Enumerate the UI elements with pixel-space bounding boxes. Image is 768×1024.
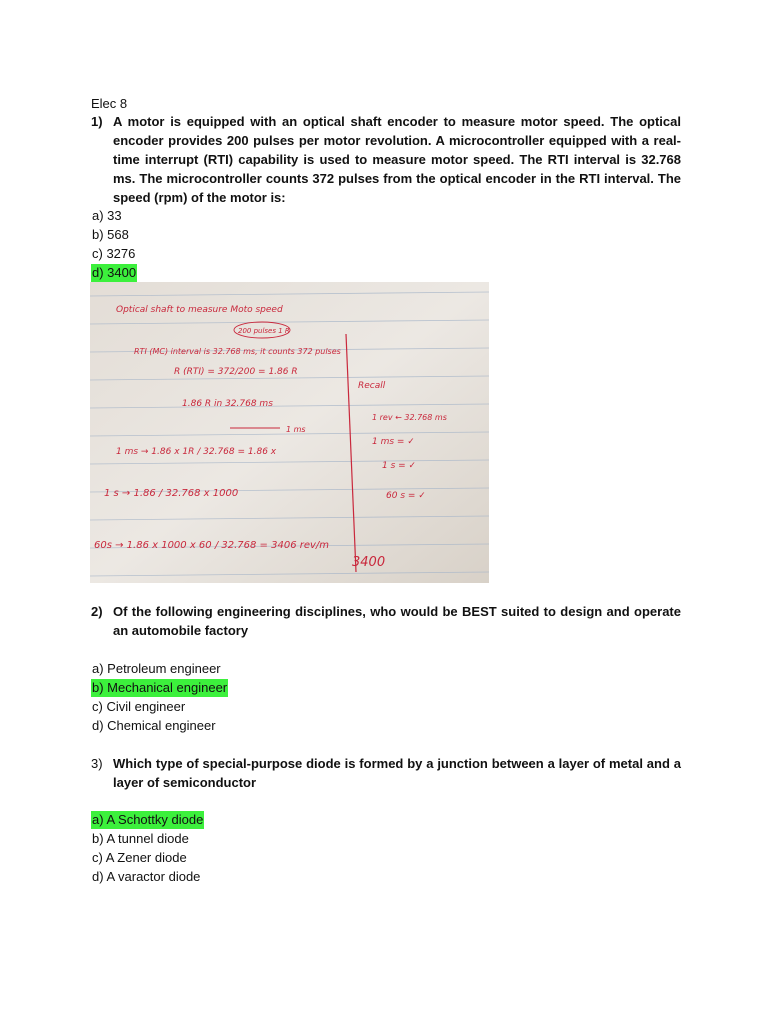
note-recall-title: Recall bbox=[358, 381, 386, 391]
note-recall-2: 1 ms = ✓ bbox=[372, 437, 415, 447]
note-line-8: 1 s → 1.86 / 32.768 x 1000 bbox=[104, 488, 239, 499]
question-text: Of the following engineering disciplines, who would be BEST suited to design and operate an automobile factory bbox=[113, 604, 681, 638]
note-answer: 3400 bbox=[352, 555, 386, 570]
question-1 bbox=[91, 112, 681, 207]
handwritten-solution-photo bbox=[90, 282, 489, 583]
option-b-correct: b) Mechanical engineer bbox=[92, 680, 228, 695]
option-d-correct: d) 3400 bbox=[92, 265, 137, 280]
question-text: Which type of special-purpose diode is formed by a junction between a layer of metal and a layer of semiconductor bbox=[113, 756, 681, 790]
option-b: b) 568 bbox=[92, 227, 129, 242]
note-recall-1: 1 rev ← 32.768 ms bbox=[372, 413, 447, 422]
note-line-1: Optical shaft to measure Moto speed bbox=[116, 305, 283, 315]
note-line-3: RTI (MC) interval is 32.768 ms, it counts 372 pulses bbox=[134, 347, 341, 356]
note-recall-4: 60 s = ✓ bbox=[386, 491, 426, 501]
option-c: c) Civil engineer bbox=[92, 699, 186, 714]
note-line-2: 200 pulses 1 R bbox=[238, 327, 290, 335]
note-line-6: 1 ms bbox=[286, 425, 306, 434]
question-text: A motor is equipped with an optical shaft encoder to measure motor speed. The optical encoder provides 200 pulses per motor revolution. A microcontroller equipped with a real-time interrupt (RTI) capability is used to measure motor speed. The RTI interval is 32.768 ms. The microcontroller counts 372 pulses from the optical encoder in the RTI interval. The speed (rpm) of the motor is: bbox=[113, 114, 681, 205]
question-number: 3) bbox=[91, 756, 103, 771]
option-a-correct: a) A Schottky diode bbox=[92, 812, 204, 827]
note-recall-3: 1 s = ✓ bbox=[382, 461, 417, 471]
note-line-4: R (RTI) = 372/200 = 1.86 R bbox=[174, 367, 298, 377]
question-2 bbox=[91, 602, 681, 640]
option-c: c) 3276 bbox=[92, 246, 136, 261]
option-d: d) A varactor diode bbox=[92, 869, 201, 884]
option-a: a) 33 bbox=[92, 208, 122, 223]
question-3 bbox=[91, 754, 681, 792]
note-line-9: 60s → 1.86 x 1000 x 60 / 32.768 = 3406 rev/m bbox=[94, 540, 330, 551]
note-line-5: 1.86 R in 32.768 ms bbox=[182, 399, 273, 409]
question-number: 1) bbox=[91, 114, 103, 129]
option-c: c) A Zener diode bbox=[92, 850, 187, 865]
option-a: a) Petroleum engineer bbox=[92, 661, 221, 676]
option-b: b) A tunnel diode bbox=[92, 831, 189, 846]
document-title: Elec 8 bbox=[91, 96, 128, 111]
note-line-7: 1 ms → 1.86 x 1R / 32.768 = 1.86 x bbox=[116, 447, 277, 457]
option-d: d) Chemical engineer bbox=[92, 718, 216, 733]
question-number: 2) bbox=[91, 604, 103, 619]
